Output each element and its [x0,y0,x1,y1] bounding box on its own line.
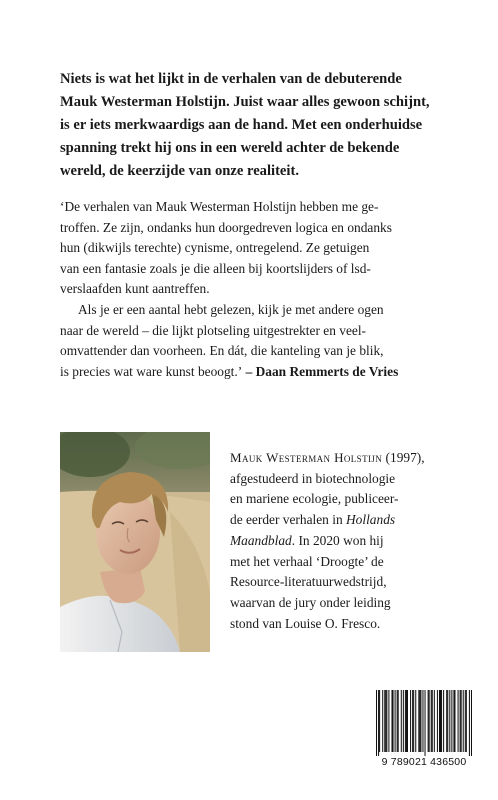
barcode-bar [449,690,450,752]
quote-last-line [60,362,460,383]
bio-line: afgestudeerd in biotechnologie [230,470,396,486]
barcode-bar [458,690,459,752]
quote-line: ‘De verhalen van Mauk Westerman Holstijn hebben me ge- [60,199,379,214]
blurb-line: spanning trekt hij ons in een wereld achter de bekende [60,140,400,156]
barcode-bar [395,690,396,752]
blurb-lead [60,68,460,183]
barcode-bar [385,690,386,752]
barcode-bar [429,690,430,752]
quote-attribution: – Daan Remmerts de Vries [242,363,399,379]
bio-line: en mariene ecologie, publiceer- [230,491,399,507]
quote-line: verslaafden kunt aantreffen. [60,281,210,297]
bio-line: waarvan de jury onder leiding [230,594,391,610]
quote-line: omvattender dan voorheen. En dát, die kanteling van je blik, [60,343,384,359]
barcode-bar [407,690,408,752]
barcode-bar [412,690,413,752]
barcode-bar [425,690,426,756]
isbn-digits: 9 789021 436500 [381,756,467,768]
barcode-bar [451,690,452,752]
barcode-bar [406,690,407,752]
quote-line: van een fantasie zoals je die alleen bij koortslijders of lsd- [60,260,371,276]
barcode-bar [440,690,441,752]
barcode-bar [376,690,377,756]
bio-line: met het verhaal ‘Droogte’ de [230,553,384,569]
barcode-bar [471,690,472,756]
barcode-bar [460,690,461,752]
barcode-bar [465,690,466,752]
barcode-bar [397,690,398,752]
barcode-bar [439,690,440,752]
quote-line: is precies wat ware kunst beoogt.’ [60,363,243,379]
blurb-line: wereld, de keerzijde van onze realiteit. [60,163,299,179]
barcode-bar [432,690,433,752]
barcode-bar [461,690,462,752]
barcode-bar [418,690,419,752]
barcode-bar [466,690,467,752]
author-bio [230,448,460,634]
barcode-bar [420,690,421,752]
barcode-bar [431,690,432,752]
barcode-bar [405,690,406,752]
barcode-bar [454,690,455,752]
review-quote [60,197,460,382]
barcode-bar [415,690,416,752]
isbn-barcode [376,690,472,772]
blurb-line: Mauk Westerman Holstijn. Juist waar alles gewoon schijnt, [60,94,430,110]
blurb-line: is er iets merkwaardigs aan de hand. Met een onderhuidse [60,117,423,133]
quote-line: Als je er een aantal hebt gelezen, kijk je met andere ogen [78,301,384,317]
barcode-bar [384,690,385,752]
barcode-bar [386,690,387,752]
barcode-bar [419,690,420,752]
barcode-bar [388,690,389,752]
barcode-bar [379,690,380,752]
quote-line: naar de wereld – die lijkt plotseling uitgestrekter en veel- [60,322,367,338]
barcode-bar [447,690,448,752]
barcode-bar [443,690,444,752]
bio-first-line [230,448,460,469]
barcode-bar [410,690,411,752]
barcode-bar [422,690,423,752]
barcode-bars [376,690,472,756]
barcode-bar [434,690,435,752]
barcode-bar [446,690,447,752]
barcode-bar [378,690,379,756]
barcode-bar [441,690,442,752]
bio-line-magazine: de eerder verhalen in Hollands [230,512,396,528]
magazine-title: Maandblad [230,532,292,548]
birth-year: (1997), [382,450,425,465]
barcode-bar [401,690,402,752]
blurb-line: Niets is wat het lijkt in de verhalen van de debuterende [60,71,402,87]
barcode-bar [403,690,404,752]
barcode-bar [391,690,392,752]
barcode-bar [382,690,383,752]
barcode-bar [428,690,429,752]
magazine-title: Hollands [346,512,396,528]
bio-line: Resource-literatuurwedstrijd, [230,574,387,590]
quote-line: troffen. Ze zijn, ondanks hun doorgedreven logica en ondanks [60,219,392,235]
barcode-bar [437,690,438,752]
author-photo [60,432,210,652]
author-name: Mauk Westerman Holstijn [230,450,383,465]
barcode-bar [469,690,470,756]
barcode-bar [463,690,464,752]
barcode-bar [398,690,399,752]
quote-line: hun (dikwijls terechte) cynisme, ontregelend. Ze getuigen [60,240,370,256]
bio-line: stond van Louise O. Fresco. [230,615,381,631]
barcode-bar [453,690,454,752]
barcode-bar [413,690,414,752]
bio-line-magazine-2: Maandblad. In 2020 won hij [230,532,384,548]
barcode-bar [393,690,394,752]
